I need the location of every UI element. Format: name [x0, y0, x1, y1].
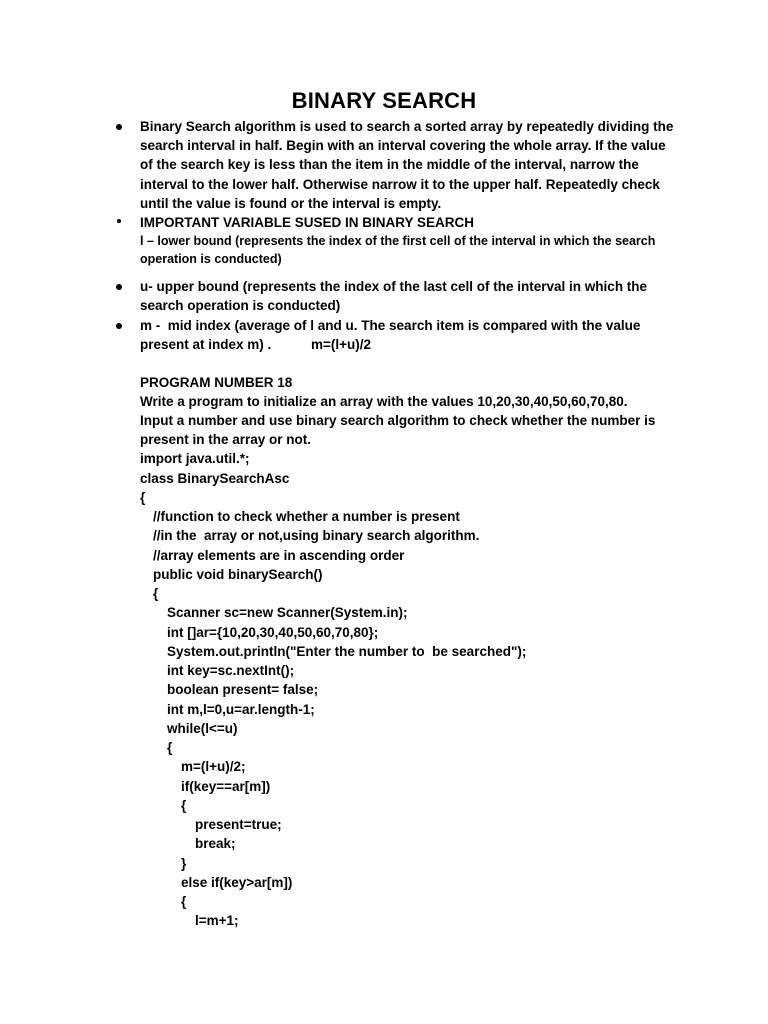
- code-line: {: [153, 586, 159, 601]
- upper-bound-line: search operation is conducted): [140, 298, 341, 313]
- code-line: if(key==ar[m]): [181, 779, 271, 794]
- code-line: m=(l+u)/2;: [181, 759, 246, 774]
- mid-index-line: m - mid index (average of l and u. The search item is compared with the value: [140, 318, 641, 333]
- code-line: while(l<=u): [167, 721, 238, 736]
- code-line: present=true;: [195, 817, 282, 832]
- mid-index-line: present at index m) .: [140, 337, 272, 352]
- code-comment: //in the array or not,using binary search algorithm.: [153, 528, 480, 543]
- bullet-icon: [116, 124, 124, 132]
- code-comment: //array elements are in ascending order: [153, 548, 405, 563]
- lower-bound-line: operation is conducted): [140, 252, 282, 266]
- code-line: l=m+1;: [195, 913, 239, 928]
- code-line: public void binarySearch(): [153, 567, 323, 582]
- code-line: break;: [195, 836, 236, 851]
- code-line: class BinarySearchAsc: [140, 471, 290, 486]
- code-line: else if(key>ar[m]): [181, 875, 293, 890]
- code-line: Scanner sc=new Scanner(System.in);: [167, 605, 408, 620]
- mid-formula: m=(l+u)/2: [311, 337, 372, 352]
- intro-line: search interval in half. Begin with an interval covering the whole array. If the value: [140, 138, 666, 153]
- upper-bound-line: u- upper bound (represents the index of the last cell of the interval in which the: [140, 279, 648, 294]
- page-title: BINARY SEARCH: [291, 88, 477, 113]
- program-description: present in the array or not.: [140, 432, 312, 447]
- code-line: import java.util.*;: [140, 451, 250, 466]
- variables-heading: IMPORTANT VARIABLE SUSED IN BINARY SEARCH: [140, 215, 475, 230]
- intro-line: Binary Search algorithm is used to search a sorted array by repeatedly dividing the: [140, 119, 674, 134]
- code-line: int m,l=0,u=ar.length-1;: [167, 702, 315, 717]
- code-line: boolean present= false;: [167, 682, 319, 697]
- lower-bound-line: l – lower bound (represents the index of the first cell of the interval in which the search: [140, 234, 656, 248]
- intro-line: interval to the lower half. Otherwise narrow it to the upper half. Repeatedly check: [140, 177, 660, 192]
- bullet-icon: [116, 323, 124, 331]
- code-line: {: [181, 798, 187, 813]
- program-heading: PROGRAM NUMBER 18: [140, 375, 293, 390]
- code-line: {: [140, 490, 146, 505]
- code-line: int key=sc.nextInt();: [167, 663, 295, 678]
- bullet-icon: [116, 284, 124, 292]
- intro-line: until the value is found or the interval is empty.: [140, 196, 442, 211]
- code-line: }: [181, 856, 187, 871]
- code-line: {: [181, 894, 187, 909]
- code-line: {: [167, 740, 173, 755]
- program-description: Input a number and use binary search algorithm to check whether the number is: [140, 413, 656, 428]
- code-line: int []ar={10,20,30,40,50,60,70,80};: [167, 625, 379, 640]
- code-comment: //function to check whether a number is present: [153, 509, 460, 524]
- code-line: System.out.println("Enter the number to be searched");: [167, 644, 527, 659]
- program-description: Write a program to initialize an array with the values 10,20,30,40,50,60,70,80.: [140, 394, 628, 409]
- intro-line: of the search key is less than the item in the middle of the interval, narrow the: [140, 157, 639, 172]
- bullet-icon: [116, 218, 124, 226]
